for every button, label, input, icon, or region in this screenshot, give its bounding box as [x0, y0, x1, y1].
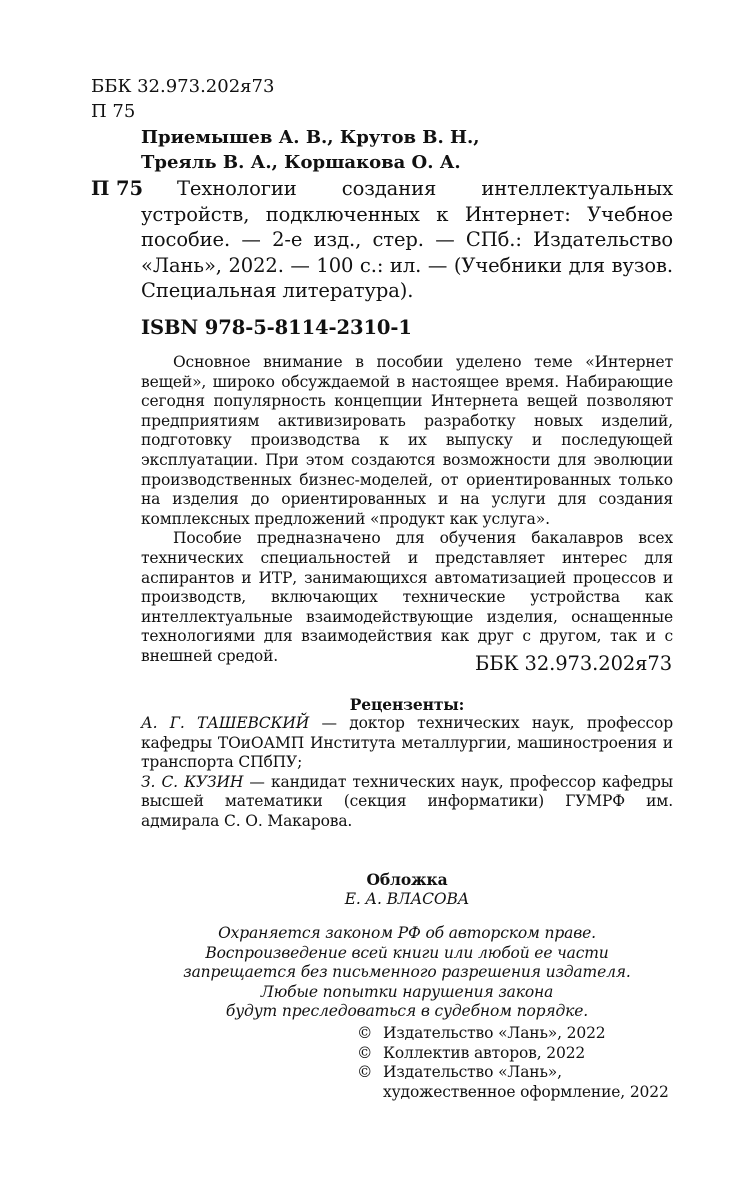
annotation: [141, 353, 673, 667]
copyright-icon: ©: [357, 1024, 373, 1042]
copyright-list: [357, 1024, 669, 1102]
bib-code: П 75: [91, 177, 143, 200]
notice-line-4: Любые попытки нарушения закона: [260, 982, 554, 1001]
reviewer-2-name: З. С. КУЗИН: [141, 772, 244, 791]
copyright-item: [357, 1063, 669, 1083]
annotation-paragraph-1: Основное внимание в пособии уделено теме «Интернет вещей», широко обсуждаемой в настоящее время. Набирающие сегодня популярность концепции Интернета вещей позволяют предприятиям активизировать разработку новых изделий, подготовку производства к их выпуску и последующей эксплуатации. При этом создаются возможности для эволюции производственных бизнес-моделей, от ориентированных только на изделия до ориентированных и на услуги для создания комплексных предложений «продукт как услуга».: [141, 353, 673, 528]
copyright-item: [357, 1024, 669, 1044]
reviewer-2-details: — кандидат технических наук, профессор кафедры высшей математики (секция информатики) ГУМРФ им. адмирала С. О. Макарова.: [141, 772, 673, 830]
copyright-icon: ©: [357, 1063, 373, 1082]
authors-line-1: Приемышев А. В., Крутов В. Н.,: [141, 127, 480, 148]
udc-code-top: П 75: [91, 101, 136, 122]
reviewer-1: [141, 714, 673, 773]
bbk-code-bottom: ББК 32.973.202я73: [474, 652, 672, 675]
bib-description: Технологии создания интеллектуальных устройств, подключенных к Интернет: Учебное пособие. — 2-е изд., стер. — СПб.: Издательство «Лань», 2022. — 100 с.: ил. — (Учебники для вузов. Специальная литература).: [141, 177, 673, 302]
copyright-item: [357, 1044, 669, 1064]
reviewers-list: [141, 714, 673, 832]
bbk-code-top: ББК 32.973.202я73: [91, 76, 275, 97]
reviewer-1-name: А. Г. ТАШЕВСКИЙ: [141, 714, 310, 732]
copyright-text: Издательство «Лань», 2022: [383, 1024, 606, 1042]
reviewer-2: [141, 773, 673, 832]
copyright-item-continued: [357, 1083, 669, 1103]
annotation-paragraph-2: Пособие предназначено для обучения бакалавров всех технических специальностей и представляет интерес для аспирантов и ИТР, занимающихся автоматизацией процессов и производств, включающих технические устройства как интеллектуальные взаимодействующие изделия, оснащенные технологиями для взаимодействия как друг с другом, так и с внешней средой.: [141, 529, 673, 665]
notice-line-5: будут преследоваться в судебном порядке.: [225, 1002, 589, 1021]
notice-line-1: Охраняется законом РФ об авторском праве.: [218, 924, 596, 942]
copyright-text: художественное оформление, 2022: [383, 1082, 669, 1101]
reviewers-title: Рецензенты:: [349, 695, 465, 714]
copyright-notice: [141, 924, 673, 1022]
copyright-text: Коллектив авторов, 2022: [383, 1043, 586, 1062]
authors-line-2: Треяль В. А., Коршакова О. А.: [141, 152, 461, 173]
copyright-icon: ©: [357, 1043, 373, 1062]
notice-line-3: запрещается без письменного разрешения издателя.: [183, 963, 631, 982]
reviewer-1-details: — доктор технических наук, профессор кафедры ТОиОАМП Института металлургии, машиностроения и транспорта СПбПУ;: [141, 714, 673, 772]
cover-title: Обложка: [366, 870, 448, 889]
copyright-text: Издательство «Лань»,: [383, 1063, 562, 1082]
cover-designer: Е. А. ВЛАСОВА: [344, 890, 470, 908]
isbn: ISBN 978-5-8114-2310-1: [141, 316, 412, 339]
notice-line-2: Воспроизведение всей книги или любой ее части: [205, 943, 609, 962]
